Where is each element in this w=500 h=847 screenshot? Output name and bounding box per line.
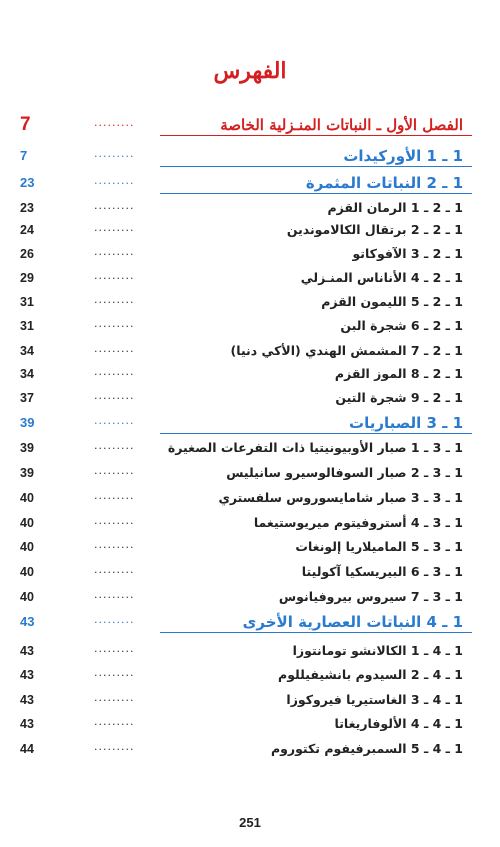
- toc-entry-title: 1 ـ 2 ـ 4 الأناناس المنـزلي: [300, 270, 463, 285]
- toc-leader-dots: .........: [94, 538, 135, 551]
- toc-page-number: 7: [20, 114, 31, 135]
- toc-entry-title: 1 ـ 3 ـ 2 صبار السوفالوسيرو سانيليس: [226, 465, 463, 480]
- toc-entry-title: 1 ـ 3 ـ 6 البيريسكيا آكوليتا: [301, 564, 463, 579]
- toc-row-item: [0, 386, 500, 410]
- toc-page-number: 34: [20, 344, 34, 358]
- toc-row-item: [0, 511, 500, 535]
- toc-leader-dots: .........: [94, 221, 135, 234]
- toc-page-number: 39: [20, 415, 35, 430]
- toc-entry-title: 1 ـ 4 ـ 4 الألوفاريغاتا: [334, 716, 463, 731]
- toc-entry-title: 1 ـ 4 النباتات العصارية الأخرى: [242, 613, 463, 631]
- toc-entry-title: 1 ـ 2 ـ 3 الآفوكاتو: [352, 246, 463, 261]
- toc-row-item: [0, 362, 500, 386]
- toc-row-item: [0, 314, 500, 338]
- heading-underline: [160, 193, 472, 194]
- toc-entry-title: 1 ـ 2 ـ 2 برتقال الكالاموندين: [286, 222, 463, 237]
- toc-leader-dots: .........: [94, 464, 135, 477]
- toc-entry-title: 1 ـ 3 ـ 7 سيروس بيروفيانوس: [278, 589, 463, 604]
- toc-row-section: [0, 144, 500, 168]
- toc-entry-title: 1 ـ 4 ـ 1 الكالانشو تومانتوزا: [292, 643, 463, 658]
- toc-page-number: 29: [20, 271, 34, 285]
- toc-row-item: [0, 535, 500, 559]
- toc-page-number: 43: [20, 644, 34, 658]
- toc-page-number: 40: [20, 565, 34, 579]
- toc-page-number: 43: [20, 668, 34, 682]
- toc-row-item: [0, 585, 500, 609]
- toc-entry-title: 1 ـ 2 ـ 8 الموز القزم: [334, 366, 463, 381]
- toc-leader-dots: .........: [94, 342, 135, 355]
- toc-page-number: 40: [20, 540, 34, 554]
- toc-row-section: [0, 411, 500, 435]
- toc-page-number: 40: [20, 491, 34, 505]
- toc-row-item: [0, 339, 500, 363]
- toc-page-number: 39: [20, 466, 34, 480]
- toc-leader-dots: .........: [94, 715, 135, 728]
- toc-page-number: 39: [20, 441, 34, 455]
- toc-entry-title: 1 ـ 4 ـ 5 السمبرفيفوم تكتوروم: [270, 741, 463, 756]
- toc-entry-title: 1 ـ 2 ـ 6 شجرة البن: [340, 318, 463, 333]
- toc-leader-dots: .........: [94, 389, 135, 402]
- toc-leader-dots: .........: [94, 691, 135, 704]
- toc-row-item: [0, 737, 500, 761]
- toc-leader-dots: .........: [94, 293, 135, 306]
- toc-leader-dots: .........: [94, 365, 135, 378]
- toc-row-item: [0, 639, 500, 663]
- toc-row-item: [0, 663, 500, 687]
- toc-leader-dots: .........: [94, 199, 135, 212]
- toc-entry-title: 1 ـ 4 ـ 2 السيدوم بانشيفيللوم: [278, 667, 463, 682]
- toc-entry-title: 1 ـ 3 ـ 5 الماميلاريا إلونغات: [295, 539, 463, 554]
- toc-page-number: 43: [20, 614, 35, 629]
- toc-page-number: 31: [20, 319, 34, 333]
- toc-entry-title: 1 ـ 1 الأوركيدات: [343, 147, 463, 165]
- toc-leader-dots: .........: [94, 613, 135, 626]
- toc-page-number: 23: [20, 175, 35, 190]
- toc-leader-dots: .........: [94, 588, 135, 601]
- toc-leader-dots: .........: [94, 439, 135, 452]
- toc-page-number: 24: [20, 223, 34, 237]
- toc-page-number: 44: [20, 742, 34, 756]
- toc-entry-title: 1 ـ 2 ـ 7 المشمش الهندي (الأكي دنيا): [230, 343, 463, 358]
- toc-row-chapter: [0, 113, 500, 137]
- toc-page-number: 31: [20, 295, 34, 309]
- toc-leader-dots: .........: [94, 245, 135, 258]
- toc-leader-dots: .........: [94, 147, 135, 160]
- toc-page-number: 34: [20, 367, 34, 381]
- toc-page-number: 23: [20, 201, 34, 215]
- heading-underline: [160, 166, 472, 167]
- toc-page-number: 40: [20, 590, 34, 604]
- toc-leader-dots: .........: [94, 116, 135, 129]
- toc-leader-dots: .........: [94, 563, 135, 576]
- toc-row-item: [0, 196, 500, 220]
- toc-page-number: 37: [20, 391, 34, 405]
- toc-row-item: [0, 486, 500, 510]
- toc-entry-title: 1 ـ 2 النباتات المثمرة: [305, 174, 463, 192]
- heading-underline: [160, 433, 472, 434]
- toc-page-number: 43: [20, 693, 34, 707]
- toc-leader-dots: .........: [94, 414, 135, 427]
- toc-leader-dots: .........: [94, 666, 135, 679]
- toc-entry-title: 1 ـ 3 الصباريات: [349, 414, 463, 432]
- toc-leader-dots: .........: [94, 642, 135, 655]
- toc-leader-dots: .........: [94, 269, 135, 282]
- toc-entry-title: الفصل الأول ـ النباتات المنـزلية الخاصة: [220, 116, 463, 134]
- toc-entry-title: 1 ـ 2 ـ 5 الليمون القزم: [321, 294, 463, 309]
- toc-leader-dots: .........: [94, 514, 135, 527]
- toc-entry-title: 1 ـ 2 ـ 1 الرمان القزم: [327, 200, 463, 215]
- toc-leader-dots: .........: [94, 317, 135, 330]
- toc-entry-title: 1 ـ 3 ـ 1 صبار الأوبيونيتيا ذات التفرعات الصغيرة: [167, 440, 463, 455]
- toc-page-number: 43: [20, 717, 34, 731]
- toc-row-item: [0, 712, 500, 736]
- toc-row-item: [0, 436, 500, 460]
- toc-row-item: [0, 242, 500, 266]
- heading-underline: [160, 632, 472, 633]
- toc-leader-dots: .........: [94, 174, 135, 187]
- toc-leader-dots: .........: [94, 740, 135, 753]
- toc-page-number: 40: [20, 516, 34, 530]
- toc-page-number: 7: [20, 148, 28, 163]
- page-title: الفهرس: [213, 58, 287, 84]
- toc-entry-title: 1 ـ 3 ـ 3 صبار شامايسوروس سلفستري: [218, 490, 463, 505]
- toc-row-item: [0, 218, 500, 242]
- toc-row-item: [0, 461, 500, 485]
- toc-entry-title: 1 ـ 4 ـ 3 الغاستيريا فيروكوزا: [286, 692, 463, 707]
- page-number: 251: [239, 815, 261, 830]
- toc-entry-title: 1 ـ 2 ـ 9 شجرة التين: [335, 390, 463, 405]
- toc-entry-title: 1 ـ 3 ـ 4 أستروفيتوم ميريوستيغما: [253, 515, 463, 530]
- toc-leader-dots: .........: [94, 489, 135, 502]
- toc-page-number: 26: [20, 247, 34, 261]
- toc-row-section: [0, 171, 500, 195]
- toc-row-item: [0, 688, 500, 712]
- toc-row-section: [0, 610, 500, 634]
- heading-underline: [160, 135, 472, 136]
- toc-row-item: [0, 290, 500, 314]
- toc-row-item: [0, 266, 500, 290]
- toc-row-item: [0, 560, 500, 584]
